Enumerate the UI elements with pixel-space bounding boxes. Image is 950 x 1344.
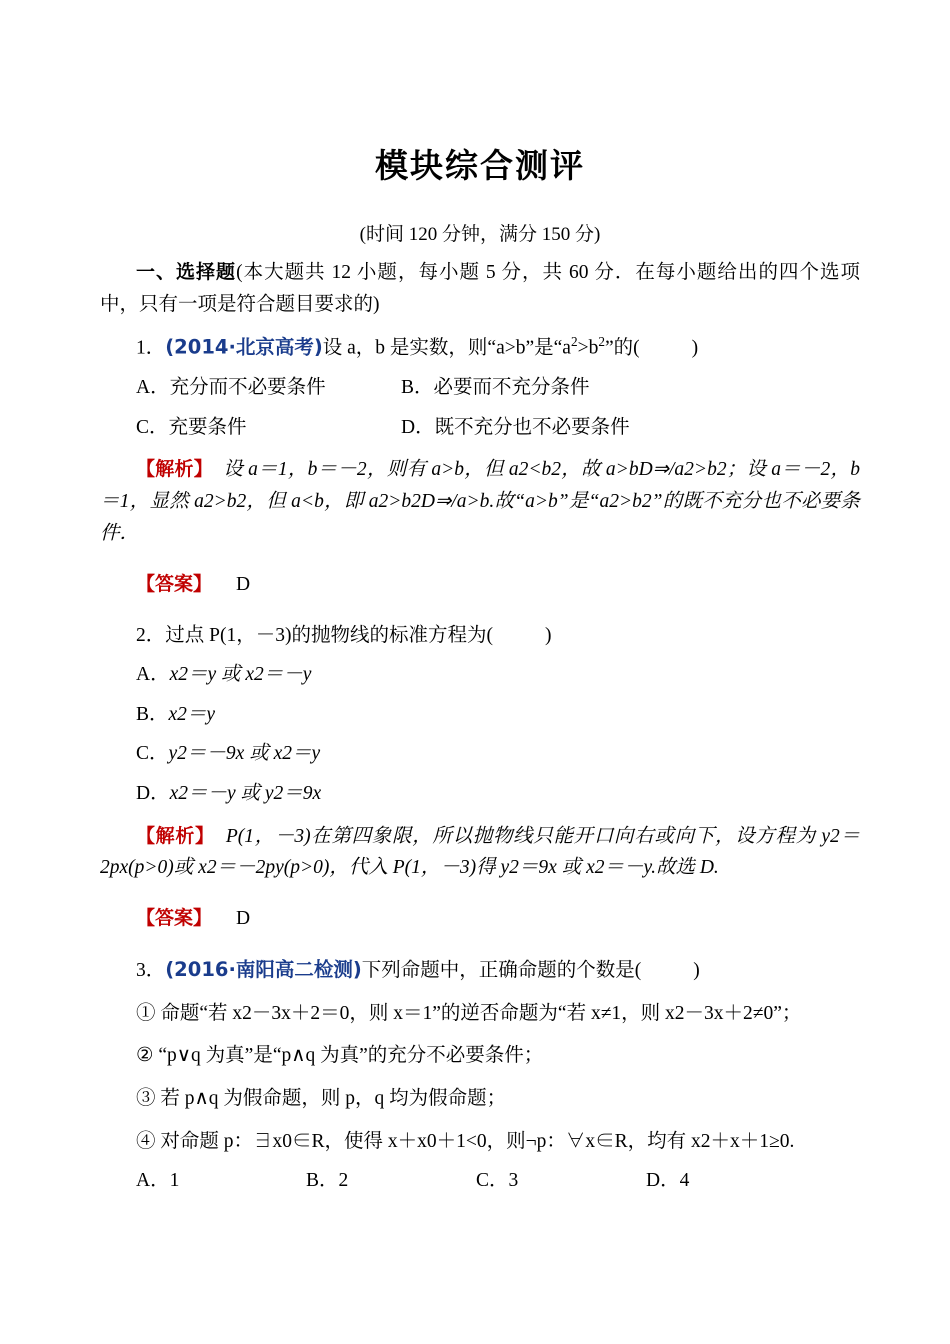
analysis-text: 设 a＝1，b＝－2，则有 a>b，但 a2<b2，故 a>bD⇒/a2>b2；设 a＝－2，b＝1，显然 a2>b2，但 a<b，即 a2>b2D⇒/a>b.故“a>b”是“a2>b2”的既不充分也不必要条件． <box>100 459 860 544</box>
question-3-paren-close: ) <box>693 960 700 982</box>
question-3-statement-1: ① 命题“若 x2－3x＋2＝0，则 x＝1”的逆否命题为“若 x≠1，则 x2－3x＋2≠0”； <box>136 1002 802 1024</box>
option-text: 1 <box>169 1170 180 1192</box>
option-key: B． <box>136 703 169 725</box>
option-key: B． <box>306 1170 339 1192</box>
question-3-stem <box>100 954 860 987</box>
option-key: C． <box>136 416 169 438</box>
option-key: D． <box>401 416 435 438</box>
option-text: 充分而不必要条件 <box>169 377 326 399</box>
question-2-option-c[interactable] <box>100 738 860 770</box>
question-3-options-row <box>100 1165 860 1197</box>
question-2-answer <box>100 903 860 935</box>
option-key: C． <box>136 743 169 765</box>
option-key: B． <box>401 377 434 399</box>
option-text: x2＝y <box>168 703 216 725</box>
option-key: A． <box>136 377 170 399</box>
option-key: A． <box>136 1170 170 1192</box>
question-3-statement-3: ③ 若 p∧q 为假命题，则 p，q 均为假命题； <box>136 1088 507 1110</box>
option-text: 必要而不充分条件 <box>433 377 590 399</box>
option-key: A． <box>136 664 170 686</box>
option-text: 充要条件 <box>168 416 247 438</box>
option-text: 4 <box>679 1170 690 1192</box>
question-1-sup-2: 2 <box>598 334 605 350</box>
option-text: 2 <box>338 1170 349 1192</box>
question-1-text-a: 设 a，b 是实数，则“a>b”是“a <box>322 337 571 359</box>
question-2-analysis <box>100 821 860 884</box>
answer-value: D <box>236 908 251 930</box>
question-1-text-b: >b <box>577 337 599 359</box>
page-content <box>100 0 860 1197</box>
option-key: D． <box>136 783 170 805</box>
question-3-option-d[interactable] <box>646 1165 816 1197</box>
question-3-option-a[interactable] <box>136 1165 306 1197</box>
question-1-answer <box>100 569 860 601</box>
question-2-stem <box>100 620 860 652</box>
question-2-text: 过点 P(1，－3)的抛物线的标准方程为( <box>165 624 493 646</box>
question-1-option-a[interactable] <box>136 372 401 404</box>
answer-label: 【答案】 <box>136 907 213 930</box>
question-1-stem <box>100 331 860 364</box>
exam-subtitle: (时间 120 分钟，满分 150 分) <box>359 224 601 245</box>
page-title: 模块综合测评 <box>375 146 585 185</box>
question-2-option-a[interactable] <box>100 659 860 691</box>
question-1-option-d[interactable] <box>401 412 681 444</box>
option-text: y2＝－9x 或 x2＝y <box>168 743 321 765</box>
question-1-option-c[interactable] <box>136 412 401 444</box>
question-1-number: 1． <box>136 337 166 359</box>
analysis-text: P(1，－3)在第四象限，所以抛物线只能开口向右或向下，设方程为 y2＝2px(p>0)或 x2＝－2py(p>0)，代入 P(1，－3)得 y2＝9x 或 x2＝－y.故选 D. <box>100 825 860 879</box>
option-text: 3 <box>508 1170 519 1192</box>
question-1-options-row-1 <box>100 372 860 404</box>
answer-label: 【答案】 <box>136 572 213 595</box>
question-2-option-d[interactable] <box>100 778 860 810</box>
section-label: 一、选择题 <box>136 261 237 283</box>
option-text: 既不充分也不必要条件 <box>434 416 630 438</box>
question-1-paren-close: ) <box>691 337 699 359</box>
option-text: x2＝y 或 x2＝－y <box>169 664 312 686</box>
option-key: C． <box>476 1170 509 1192</box>
section-heading <box>100 257 860 320</box>
question-3-number: 3． <box>136 960 166 982</box>
question-3-text: 下列命题中，正确命题的个数是( <box>361 960 642 982</box>
option-key: D． <box>646 1170 680 1192</box>
question-3-statement-2: ② “p∨q 为真”是“p∧q 为真”的充分不必要条件； <box>136 1045 544 1067</box>
question-2-number: 2． <box>136 624 166 646</box>
question-3-option-c[interactable] <box>476 1165 646 1197</box>
question-1-options-row-2 <box>100 412 860 444</box>
option-text: x2＝－y 或 y2＝9x <box>169 783 322 805</box>
question-3-option-b[interactable] <box>306 1165 476 1197</box>
analysis-label: 【解析】 <box>136 458 214 481</box>
question-2-paren-close: ) <box>544 624 552 646</box>
section-description: (本大题共 12 小题，每小题 5 分，共 60 分．在每小题给出的四个选项中，只有一项是符合题目要求的) <box>100 262 860 315</box>
question-3-source: (2016·南阳高二检测) <box>165 958 362 982</box>
question-3-statement-4: ④ 对命题 p：∃x0∈R，使得 x＋x0＋1<0，则¬p：∀x∈R，均有 x2＋x＋1≥0. <box>136 1130 795 1152</box>
answer-value: D <box>236 573 251 595</box>
question-1-analysis <box>100 454 860 549</box>
question-1-sup-1: 2 <box>570 334 578 350</box>
question-2-option-b[interactable] <box>100 699 860 731</box>
analysis-label: 【解析】 <box>136 824 215 847</box>
question-1-option-b[interactable] <box>401 372 681 404</box>
question-1-source: (2014·北京高考) <box>165 335 323 359</box>
question-1-text-c: ”的( <box>604 337 640 359</box>
